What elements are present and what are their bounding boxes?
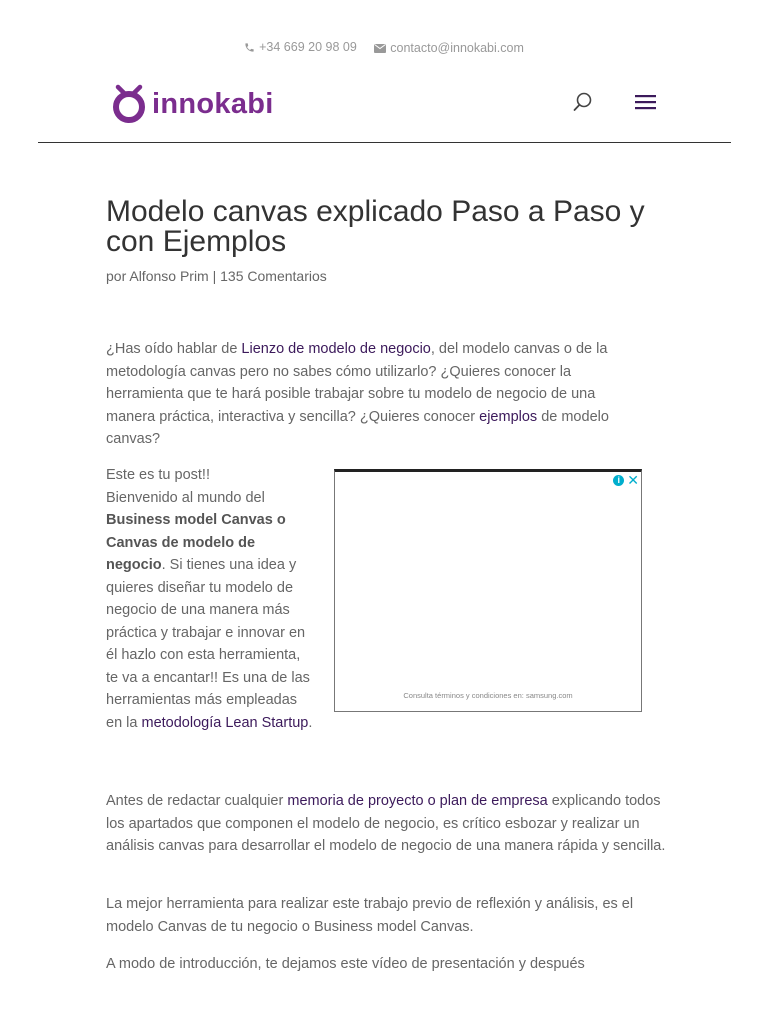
lean-startup-link[interactable]: metodología Lean Startup <box>141 714 309 731</box>
advertisement[interactable] <box>334 469 642 712</box>
search-button[interactable] <box>572 91 594 113</box>
p2-text-1: Bienvenido al mundo del <box>106 489 265 506</box>
email-contact[interactable] <box>374 41 524 55</box>
author-link[interactable]: Alfonso Prim <box>129 268 209 284</box>
p2-text-2: . Si tienes una idea y quieres diseñar tu modelo de negocio de una manera más práctica y trabajar e innovar en él hazlo con esta herramienta, te va a encantar!! Es una de las herramientas más empleadas en la <box>106 557 310 731</box>
meta-by: por <box>106 268 127 284</box>
logo-text: innokabi <box>152 87 274 120</box>
p3-text-2: explicando todos los apartados que componen el modelo de negocio, es crítico esbozar y realizar un análisis canvas para desarrollar el modelo de negocio de una manera rápida y sencilla. <box>106 793 666 854</box>
article-meta <box>106 268 327 284</box>
phone-contact[interactable] <box>244 40 357 54</box>
hamburger-menu-icon <box>634 93 657 111</box>
top-contact-bar <box>0 40 768 56</box>
welcome-paragraph <box>106 464 316 734</box>
search-icon <box>572 91 594 113</box>
header-divider <box>38 142 731 143</box>
p2-bold: Business model Canvas o Canvas de modelo de negocio <box>106 512 286 573</box>
comments-link[interactable]: 135 Comentarios <box>220 268 327 284</box>
meta-separator: | <box>212 268 217 284</box>
ejemplos-link[interactable]: ejemplos <box>479 408 538 425</box>
herramienta-paragraph: La mejor herramienta para realizar este trabajo previo de reflexión y análisis, es el modelo Canvas de tu negocio o Business model Canvas. <box>106 896 634 935</box>
ad-close-icon[interactable]: ✕ <box>627 472 639 488</box>
memoria-link[interactable]: memoria de proyecto o plan de empresa <box>287 793 548 809</box>
intro-paragraph <box>106 338 646 451</box>
site-logo[interactable] <box>111 84 274 124</box>
phone-number: +34 669 20 98 09 <box>259 40 357 54</box>
p2-text-3: . <box>308 714 313 731</box>
ad-note: Consulta términos y condiciones en: samsung.com <box>403 691 573 700</box>
intro-video-paragraph: A modo de introducción, te dejamos este vídeo de presentación y después <box>106 956 585 972</box>
ad-info-icon[interactable]: i <box>613 475 624 486</box>
p1-text-2: , del modelo canvas o de la metodología canvas pero no sabes cómo utilizarlo? ¿Quieres conocer la herramienta que te hará posible trabajar sobre tu modelo de negocio de una manera práctica, interactiva y sencilla? ¿Quieres conocer <box>106 341 608 425</box>
memoria-paragraph <box>106 790 666 858</box>
envelope-icon <box>374 44 386 53</box>
p1-text-3: de modelo canvas? <box>106 408 609 447</box>
p3-text-1: Antes de redactar cualquier <box>106 793 288 809</box>
email-address: contacto@innokabi.com <box>390 41 524 55</box>
article-title: Modelo canvas explicado Paso a Paso y con Ejemplos <box>106 195 645 258</box>
innokabi-ring-icon <box>111 84 147 124</box>
phone-icon <box>244 42 255 53</box>
p2-line-1: Este es tu post!! <box>106 467 210 483</box>
p1-text-1: ¿Has oído hablar de <box>106 341 242 357</box>
menu-button[interactable] <box>634 93 657 111</box>
lienzo-link[interactable]: Lienzo de modelo de negocio <box>241 341 431 357</box>
ad-controls <box>613 473 639 487</box>
